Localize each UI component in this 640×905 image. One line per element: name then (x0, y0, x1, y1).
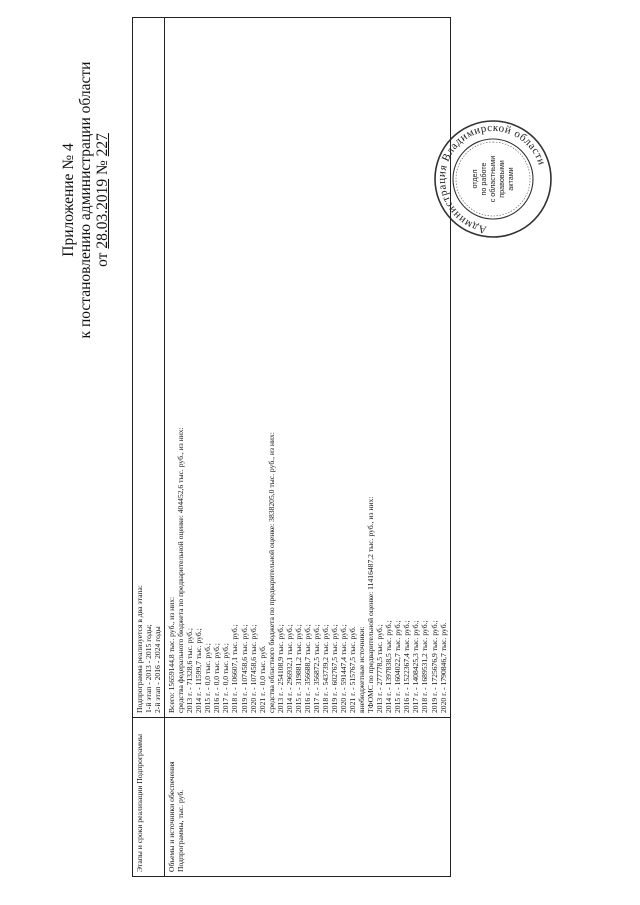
text-line: 2018 г. - 1689531,2 тыс. руб.; (420, 620, 430, 713)
subprogram-table (132, 17, 451, 877)
text-line: 2015 г. - 1604022,7 тыс. руб.; (393, 620, 403, 713)
document-heading (60, 40, 111, 360)
appendix-title: Приложение № 4 (60, 143, 77, 257)
appendix-subtitle: к постановлению администрации области (77, 61, 94, 339)
text-line: 2014 г. - 11599,7 тыс. руб.; (194, 628, 204, 713)
text-line: внебюджетные источники: (357, 626, 367, 713)
text-line: 2014 г. - 296932,1 тыс. руб.; (284, 624, 294, 713)
text-line: 2020 г. - 107458,6 тыс. руб.; (248, 624, 258, 713)
row-content-stages (133, 18, 165, 718)
seal-center-line-5: актами (506, 167, 515, 191)
text-line: средства областного бюджета по предварительной оценке: 3838205,0 тыс. руб., из них: (266, 432, 276, 713)
decree-date-line (94, 40, 111, 360)
text-line: ТФОМС по предварительной оценке: 11416487,2 тыс. руб., из них: (366, 496, 376, 713)
row-label-stages: Этапы и сроки реализации Подпрограммы (133, 718, 165, 877)
seal-center-line-4: правовыми (497, 160, 506, 198)
text-line: средства федерального бюджета по предварительной оценке: 404452,6 тыс. руб., из них: (176, 427, 186, 713)
table-row-funding (165, 18, 450, 877)
text-line: 2019 г. - 107458,6 тыс. руб.; (239, 624, 249, 713)
decree-date: 28.03.2019 (94, 178, 111, 249)
text-line: 2018 г. - 543739,2 тыс. руб.; (320, 624, 330, 713)
text-line: 2016 г. - 356688,7 тыс. руб.; (302, 624, 312, 713)
seal-ring-text: Администрация Владимирской области (435, 121, 548, 236)
text-line: 2-й этап - 2016 - 2024 годы (153, 626, 163, 713)
text-line: 2020 г. - 591447,4 тыс. руб.; (339, 624, 349, 713)
text-line: 2021 г. - 0,0 тыс. руб. (257, 645, 267, 713)
text-line: 2017 г. - 1408425,3 тыс. руб.; (411, 620, 421, 713)
text-line: 2013 г. - 254108,9 тыс. руб.; (275, 624, 285, 713)
date-prefix: от (94, 252, 111, 267)
text-line: 2019 г. - 1725676,9 тыс. руб.; (429, 620, 439, 713)
text-line: 2019 г. - 602767,5 тыс. руб.; (329, 624, 339, 713)
seal-center-line-3: с областными (488, 155, 497, 203)
text-line: Всего: 15659144,8 тыс. руб., из них: (167, 596, 177, 713)
seal-center-line-1: отдел (470, 169, 479, 189)
text-line: 2018 г. - 106607,1 тыс. руб.; (230, 624, 240, 713)
decree-number: 227 (94, 133, 111, 157)
text-line: 1-й этап - 2013 - 2015 годы; (144, 624, 154, 713)
text-line: 2015 г. - 0,0 тыс. руб.; (203, 643, 213, 713)
text-line: 2015 г. - 319881,2 тыс. руб.; (293, 624, 303, 713)
text-line: 2016 г. - 1522367,4 тыс. руб.; (402, 620, 412, 713)
row-content-funding (165, 18, 450, 718)
number-sign: № (94, 160, 111, 176)
text-line: 2014 г. - 1397838,5 тыс. руб.; (384, 620, 394, 713)
text-line: 2020 г. - 1790846,7 тыс. руб. (438, 622, 448, 713)
table-row-stages (133, 18, 165, 877)
text-line: 2017 г. - 356872,5 тыс. руб.; (311, 624, 321, 713)
text-line: 2017 г. - 0,0 тыс. руб.; (221, 643, 231, 713)
text-line: 2013 г. - 277778,5 тыс. руб.; (375, 624, 385, 713)
text-line: 2013 г. - 71328,6 тыс. руб.; (185, 628, 195, 713)
text-line: Подпрограмма реализуется в два этапа: (135, 585, 144, 713)
seal-center-line-2: по работе (479, 162, 488, 196)
row-label-funding: Объемы и источники обеспечения Подпрограммы, тыс. руб. (165, 718, 450, 877)
text-line: 2021 г. - 515767,5 тыс. руб. (348, 626, 358, 713)
text-line: 2016 г. - 0,0 тыс. руб.; (212, 643, 222, 713)
